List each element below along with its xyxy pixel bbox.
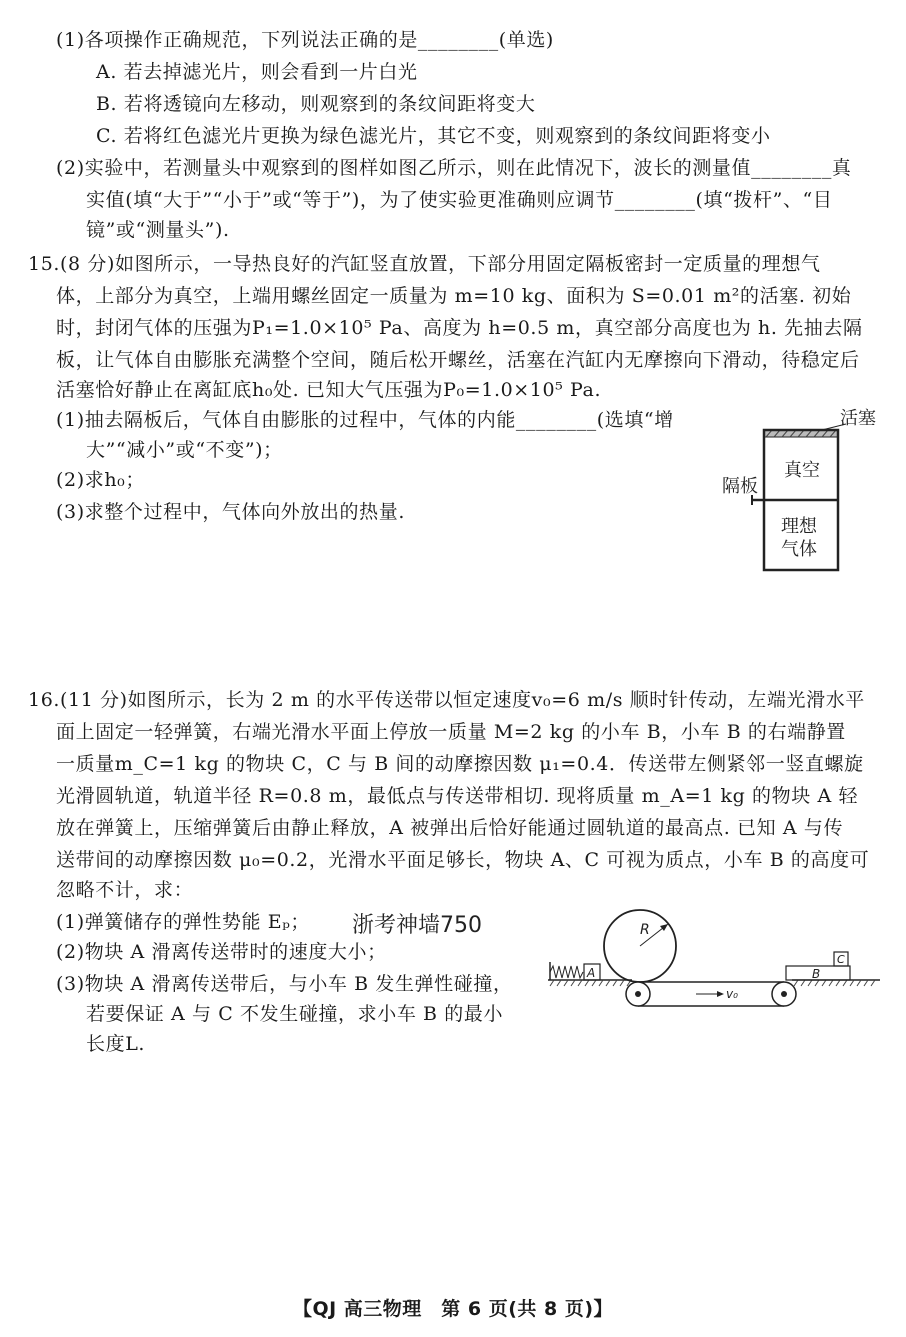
q14-part2-line3: 镜”或“测量头”).: [86, 219, 230, 241]
q14-option-c: C. 若将红色滤光片更换为绿色滤光片，其它不变，则观察到的条纹间距将变小: [96, 125, 771, 147]
q16-sub1: (1)弹簧储存的弹性势能 Eₚ；: [56, 911, 311, 933]
gas-label-line2: 气体: [781, 539, 817, 560]
q15-sub1-line2: 大”“减小”或“不变”)；: [86, 439, 283, 461]
block-a-label: A: [587, 966, 596, 980]
q16-stem-line3: 一质量m_C=1 kg 的物块 C，C 与 B 间的动摩擦因数 μ₁=0.4．传送带左侧紧邻一竖直螺旋: [56, 753, 864, 775]
q15-sub1-line1: (1)抽去隔板后，气体自由膨胀的过程中，气体的内能________(选填“增: [56, 409, 674, 431]
q16-stem-line6: 送带间的动摩擦因数 μ₀=0.2，光滑水平面足够长，物块 A、C 可视为质点，小车 B 的高度可: [56, 849, 870, 871]
q15-stem-line5: 活塞恰好静止在离缸底h₀处. 已知大气压强为P₀=1.0×10⁵ Pa.: [56, 379, 602, 401]
piston-label: 活塞: [840, 408, 876, 429]
q15-stem-line4: 板，让气体自由膨胀充满整个空间，随后松开螺丝，活塞在汽缸内无摩擦向下滑动，待稳定后: [56, 349, 860, 371]
q14-part1-stem: (1)各项操作正确规范，下列说法正确的是________(单选): [56, 29, 554, 51]
q14-option-a: A. 若去掉滤光片，则会看到一片白光: [96, 61, 418, 83]
q15-stem-line2: 体，上部分为真空，上端用螺丝固定一质量为 m=10 kg、面积为 S=0.01 m²的活塞. 初始: [56, 285, 852, 307]
radius-label: R: [640, 922, 650, 938]
cart-b-label: B: [812, 967, 821, 981]
q16-stem-line1: 16.(11 分)如图所示，长为 2 m 的水平传送带以恒定速度v₀=6 m/s 顺时针传动，左端光滑水平: [28, 689, 865, 711]
q16-stem-line7: 忽略不计，求：: [56, 879, 194, 901]
q16-stem-line2: 面上固定一轻弹簧，右端光滑水平面上停放一质量 M=2 kg 的小车 B，小车 B 的右端静置: [56, 721, 846, 743]
cylinder-figure: [718, 404, 888, 579]
block-c-label: C: [837, 953, 845, 966]
q16-sub2: (2)物块 A 滑离传送带时的速度大小；: [56, 941, 387, 963]
q14-part2-line2: 实值(填“大于”“小于”或“等于”)，为了使实验更准确则应调节________(填“拨杆”、“目: [86, 189, 833, 211]
q15-sub2: (2)求h₀；: [56, 469, 145, 491]
q14-option-b: B. 若将透镜向左移动，则观察到的条纹间距将变大: [96, 93, 536, 115]
q15-stem-line3: 时，封闭气体的压强为P₁=1.0×10⁵ Pa、高度为 h=0.5 m，真空部分高度也为 h. 先抽去隔: [56, 317, 863, 339]
page-footer: 【QJ 高三物理 第 6 页(共 8 页)】: [292, 1298, 614, 1320]
q15-sub3: (3)求整个过程中，气体向外放出的热量.: [56, 501, 405, 523]
q16-sub3-line3: 长度L.: [86, 1033, 146, 1055]
velocity-label: v₀: [726, 987, 738, 1001]
spring-shape: [550, 966, 583, 978]
q14-part2-line1: (2)实验中，若测量头中观察到的图样如图乙所示，则在此情况下，波长的测量值________真: [56, 157, 852, 179]
watermark-text: 浙考神墙750: [352, 913, 482, 938]
q16-sub3-line2: 若要保证 A 与 C 不发生碰撞，求小车 B 的最小: [86, 1003, 504, 1025]
q16-stem-line4: 光滑圆轨道，轨道半径 R=0.8 m，最低点与传送带相切. 现将质量 m_A=1 kg 的物块 A 轻: [56, 785, 859, 807]
conveyor-figure: [544, 900, 884, 1010]
gas-label-line1: 理想: [781, 516, 817, 537]
q16-stem-line5: 放在弹簧上，压缩弹簧后由静止释放，A 被弹出后恰好能通过圆轨道的最高点. 已知 A 与传: [56, 817, 844, 839]
vacuum-label: 真空: [784, 460, 820, 481]
partition-label: 隔板: [722, 476, 758, 497]
q16-sub3-line1: (3)物块 A 滑离传送带后，与小车 B 发生弹性碰撞，: [56, 973, 513, 995]
q15-stem-line1: 15.(8 分)如图所示，一导热良好的汽缸竖直放置，下部分用固定隔板密封一定质量的理想气: [28, 253, 821, 275]
